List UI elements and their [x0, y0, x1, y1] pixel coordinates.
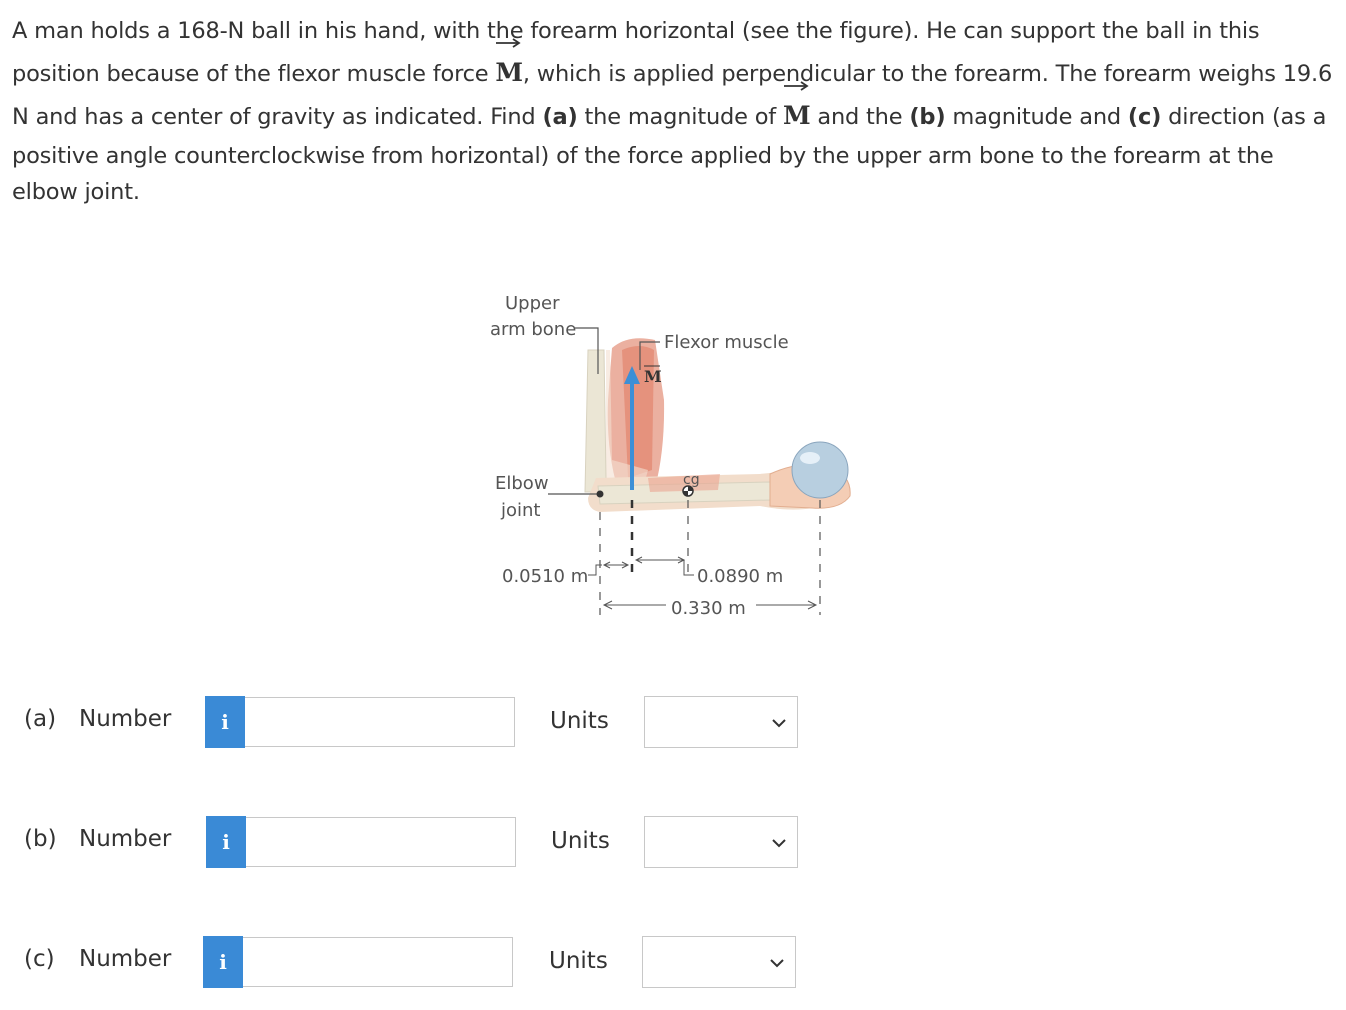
humerus-bone — [585, 350, 606, 492]
dim-label-0051: 0.0510 m — [502, 566, 589, 587]
units-label-a: Units — [550, 708, 609, 734]
chevron-down-icon — [771, 835, 787, 851]
elbow-label-2: joint — [501, 500, 541, 521]
forearm-figure — [470, 280, 870, 630]
cg-label: cg — [683, 472, 700, 488]
problem-line-2: position because of the flexor muscle force M, which is applied perpendicular to the forearm. The forearm weighs 19.6 — [12, 52, 1332, 95]
chevron-down-icon — [769, 955, 785, 971]
question-label-c: (c) Number — [24, 946, 172, 972]
upper-arm-label-2: arm bone — [490, 319, 577, 340]
answer-input-c[interactable] — [243, 937, 513, 987]
units-label-c: Units — [549, 948, 608, 974]
vector-m-symbol: M — [495, 52, 522, 94]
problem-statement — [12, 10, 1332, 210]
units-dropdown-a[interactable] — [644, 696, 798, 748]
units-dropdown-b[interactable] — [644, 816, 798, 868]
question-label-a: (a) Number — [24, 706, 172, 732]
elbow-label-1: Elbow — [495, 473, 549, 494]
flexor-label: Flexor muscle — [664, 332, 789, 353]
answer-input-a[interactable] — [245, 697, 515, 747]
question-row-b — [0, 816, 1346, 870]
units-label-b: Units — [551, 828, 610, 854]
dim-label-0330: 0.330 m — [671, 598, 746, 619]
figure-vector-label: M — [644, 367, 662, 386]
problem-line-4: positive angle counterclockwise from horizontal) of the force applied by the upper arm bone to the forearm at the — [12, 143, 1274, 169]
question-row-a — [0, 696, 1346, 750]
info-icon[interactable]: i — [206, 816, 246, 868]
answer-input-b[interactable] — [246, 817, 516, 867]
info-icon[interactable]: i — [205, 696, 245, 748]
problem-line-1: A man holds a 168-N ball in his hand, with the forearm horizontal (see the figure). He can support the ball in this — [12, 18, 1260, 44]
question-row-c — [0, 936, 1346, 990]
upper-arm-label-1: Upper — [505, 293, 560, 314]
info-icon[interactable]: i — [203, 936, 243, 988]
vector-m-symbol-2: M — [783, 95, 810, 137]
units-dropdown-c[interactable] — [642, 936, 796, 988]
chevron-down-icon — [771, 715, 787, 731]
problem-line-5: elbow joint. — [12, 179, 140, 205]
question-label-b: (b) Number — [24, 826, 172, 852]
dim-label-0089: 0.0890 m — [697, 566, 784, 587]
ball — [792, 442, 848, 498]
problem-line-3: N and has a center of gravity as indicated. Find (a) the magnitude of M and the (b) magnitude and (c) direction (as a — [12, 95, 1332, 138]
